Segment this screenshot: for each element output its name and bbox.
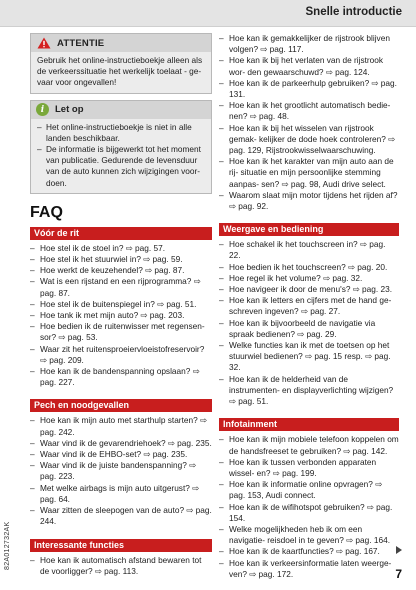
info-icon: i [36,103,49,116]
warning-label: ATTENTIE [57,37,105,49]
faq-item[interactable]: – Hoe kan ik het grootlicht automatisch bedie- nen? ⇨ pag. 48. [219,100,399,122]
note-body [31,119,211,193]
faq-item[interactable]: – Hoe kan ik de bandenspanning opslaan? ⇨ pag. 227. [30,366,212,388]
note-header [31,101,211,119]
faq-item[interactable]: – Hoe kan ik mijn auto met starthulp starten? ⇨ pag. 242. [30,415,212,437]
faq-item[interactable]: – Hoe kan ik letters en cijfers met de hand ge- schreven ingeven? ⇨ pag. 27. [219,295,399,317]
left-column [30,33,212,577]
right-intro-list [219,33,399,212]
faq-item[interactable]: – Hoe kan ik de parkeerhulp gebruiken? ⇨ pag. 131. [219,78,399,100]
faq-item[interactable]: – Waar zit het ruitensproeiervloeistofreservoir? ⇨ pag. 209. [30,344,212,366]
faq-item[interactable]: – Hoe kan ik het karakter van mijn auto aan de rij- situatie en mijn persoonlijke stemming aanpas- sen? ⇨ pag. 98, Audi drive select. [219,156,399,190]
section-heading: Interessante functies [30,539,212,552]
faq-item[interactable]: – Hoe stel ik de stoel in? ⇨ pag. 57. [30,243,212,254]
faq-item[interactable]: – Hoe kan ik bij het wisselen van rijstrook gemak- kelijker de dode hoek controleren? ⇨ pag. 129, Rijstrookwisselwaarschuwing. [219,123,399,157]
faq-item[interactable]: – Hoe regel ik het volume? ⇨ pag. 32. [219,273,399,284]
page-number: 7 [395,567,402,581]
right-sections [219,223,399,580]
note-item: – De informatie is bijgewerkt tot het moment van publicatie. Gedurende de levensduur van de auto kunnen zich wijzigingen voor- doen. [37,144,205,189]
note-box [30,100,212,194]
faq-item[interactable]: – Hoe kan ik mijn mobiele telefoon koppelen om de handsfreeset te gebruiken? ⇨ pag. 142. [219,434,399,456]
warning-box [30,33,212,94]
faq-item[interactable]: – Waar vind ik de juiste bandenspanning? ⇨ pag. 223. [30,460,212,482]
faq-item[interactable]: – Hoe bedien ik het touchscreen? ⇨ pag. 20. [219,262,399,273]
side-document-code: 82A012732AK [4,521,11,570]
left-sections [30,227,212,577]
faq-item[interactable]: – Hoe tank ik met mijn auto? ⇨ pag. 203. [30,310,212,321]
faq-item[interactable]: – Hoe kan ik verkeersinformatie laten weerge- ven? ⇨ pag. 172. [219,558,399,580]
faq-item[interactable]: – Hoe kan ik de helderheid van de instrumenten- en displayverlichting wijzigen? ⇨ pag. 51. [219,374,399,408]
faq-item[interactable]: – Hoe kan ik automatisch afstand bewaren tot de voorligger? ⇨ pag. 113. [30,555,212,577]
section-heading: Vóór de rit [30,227,212,240]
right-column [219,33,399,580]
faq-item[interactable]: – Hoe navigeer ik door de menu's? ⇨ pag. 23. [219,284,399,295]
note-item: – Het online-instructieboekje is niet in alle landen beschikbaar. [37,122,205,144]
faq-item[interactable]: – Waar vind ik de EHBO-set? ⇨ pag. 235. [30,449,212,460]
page-header [0,0,416,27]
faq-item[interactable]: – Hoe kan ik de wifihotspot gebruiken? ⇨ pag. 154. [219,502,399,524]
warning-triangle-icon [37,37,51,49]
faq-item[interactable]: – Hoe werkt de keuzehendel? ⇨ pag. 87. [30,265,212,276]
section-heading: Weergave en bediening [219,223,399,236]
warning-text: Gebruik het online-instructieboekje alleen als de verkeerssituatie het werkelijk toelaat - ge- vaar voor ongevallen! [37,55,203,88]
faq-item[interactable]: – Met welke airbags is mijn auto uitgerust? ⇨ pag. 64. [30,483,212,505]
faq-item[interactable]: – Waarom slaat mijn motor tijdens het rijden af? ⇨ pag. 92. [219,190,399,212]
faq-item[interactable]: – Hoe stel ik het stuurwiel in? ⇨ pag. 59. [30,254,212,265]
next-page-arrow-icon [396,546,402,554]
faq-item[interactable]: – Hoe kan ik informatie online opvragen? ⇨ pag. 153, Audi connect. [219,479,399,501]
faq-item[interactable]: – Hoe kan ik bij het verlaten van de rijstrook wor- den gewaarschuwd? ⇨ pag. 124. [219,55,399,77]
faq-item[interactable]: – Hoe kan ik de kaartfuncties? ⇨ pag. 167. [219,546,399,557]
faq-item[interactable]: – Waar vind ik de gevarendriehoek? ⇨ pag. 235. [30,438,212,449]
faq-item[interactable]: – Hoe kan ik gemakkelijker de rijstrook blijven volgen? ⇨ pag. 117. [219,33,399,55]
faq-item[interactable]: – Welke mogelijkheden heb ik om een navigatie- reisdoel in te geven? ⇨ pag. 164. [219,524,399,546]
faq-item[interactable]: – Hoe kan ik bijvoorbeeld de navigatie via spraak bedienen? ⇨ pag. 29. [219,318,399,340]
section-heading: Infotainment [219,418,399,431]
section-heading: Pech en noodgevallen [30,399,212,412]
faq-item[interactable]: – Hoe stel ik de buitenspiegel in? ⇨ pag. 51. [30,299,212,310]
faq-item[interactable]: – Welke functies kan ik met de toetsen op het stuurwiel bedienen? ⇨ pag. 15 resp. ⇨ pag. 32. [219,340,399,374]
faq-item[interactable]: – Waar zitten de sleepogen van de auto? ⇨ pag. 244. [30,505,212,527]
warning-header [31,34,211,52]
faq-item[interactable]: – Wat is een rijstand en een rijprogramma? ⇨ pag. 87. [30,276,212,298]
faq-item[interactable]: – Hoe kan ik tussen verbonden apparaten wissel- en? ⇨ pag. 199. [219,457,399,479]
header-title: Snelle introductie [305,6,402,18]
faq-title: FAQ [30,203,63,221]
faq-item[interactable]: – Hoe bedien ik de ruitenwisser met regensen- sor? ⇨ pag. 53. [30,321,212,343]
faq-item[interactable]: – Hoe schakel ik het touchscreen in? ⇨ pag. 22. [219,239,399,261]
note-label: Let op [55,104,84,116]
